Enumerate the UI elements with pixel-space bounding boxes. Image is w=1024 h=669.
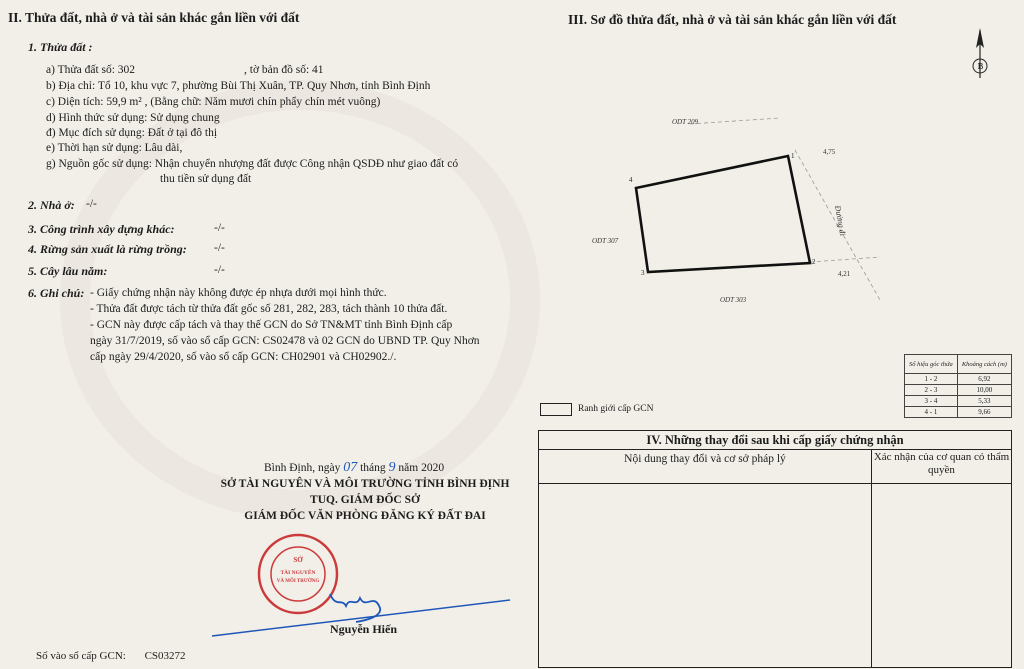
note-line: - GCN này được cấp tách và thay thế GCN do Sở TN&MT tỉnh Bình Định cấp: [90, 319, 453, 331]
date-prefix: Bình Định, ngày: [264, 462, 341, 474]
note-line: - Thửa đất được tách từ thửa đất gốc số 281, 282, 283, tách thành 10 thửa đất.: [90, 303, 448, 315]
neighbor-odt303: ODT 303: [720, 296, 747, 304]
svg-text:SỞ: SỞ: [293, 556, 303, 564]
forest-value: -/-: [214, 242, 225, 254]
corner-1: 1: [791, 152, 795, 160]
table-cell: 1 - 2: [905, 374, 958, 385]
registry-value: CS03272: [144, 650, 186, 662]
registry-label: Số vào sổ cấp GCN:: [36, 650, 126, 662]
divider: [871, 449, 872, 667]
corner-2: 2: [812, 258, 816, 266]
table-cell: 6,92: [957, 374, 1011, 385]
signature-stroke: [210, 590, 520, 650]
neighbor-odt209: ODT 209: [672, 118, 699, 126]
table-header: Khoảng cách (m): [957, 355, 1011, 374]
table-cell: 2 - 3: [905, 385, 958, 396]
table-header: Số hiệu góc thửa: [905, 355, 958, 374]
construction-label: 3. Công trình xây dựng khác:: [28, 222, 175, 236]
notes-label: 6. Ghi chú:: [28, 286, 85, 300]
legend-swatch: [540, 403, 572, 416]
north-arrow-icon: [962, 26, 998, 82]
table-row: [905, 385, 1012, 396]
map-sheet-number: , tờ bản đồ số: 41: [244, 64, 324, 76]
date-month-label: tháng: [360, 462, 386, 474]
corner-4: 4: [629, 176, 633, 184]
date-day: 07: [343, 460, 358, 475]
table-cell: 4 - 1: [905, 407, 958, 418]
house-label: 2. Nhà ở:: [28, 198, 75, 212]
section-2-title: II. Thửa đất, nhà ở và tài sản khác gắn liền với đất: [8, 10, 300, 25]
changes-col-confirm: Xác nhận của cơ quan có thẩm quyền: [873, 451, 1010, 476]
table-cell: 10,00: [957, 385, 1011, 396]
signer-name: Nguyễn Hiến: [330, 622, 398, 636]
address: b) Địa chỉ: Tổ 10, khu vực 7, phường Bùi Thị Xuân, TP. Quy Nhơn, tỉnh Bình Định: [46, 80, 431, 92]
forest-label: 4. Rừng sản xuất là rừng trồng:: [28, 242, 187, 256]
usage-origin-cont: thu tiền sử dụng đất: [160, 173, 252, 185]
road-label: Đường đi: [833, 204, 848, 237]
table-cell: 5,33: [957, 396, 1011, 407]
distance-table: [904, 354, 1012, 418]
table-cell: 9,66: [957, 407, 1011, 418]
authorization-line: TUQ. GIÁM ĐỐC SỞ: [310, 494, 420, 506]
width-top: 4,75: [823, 148, 836, 156]
section-4-title: IV. Những thay đổi sau khi cấp giấy chứng nhận: [646, 433, 904, 447]
land-heading: 1. Thửa đất :: [28, 40, 93, 54]
corner-3: 3: [641, 269, 645, 277]
section-3-title: III. Sơ đồ thửa đất, nhà ở và tài sản khác gắn liền với đất: [568, 12, 897, 27]
note-line: cấp ngày 29/4/2020, số vào sổ cấp GCN: CH02901 và CH02902./.: [90, 351, 397, 363]
svg-text:TÀI NGUYÊN: TÀI NGUYÊN: [280, 570, 316, 576]
changes-table: [538, 430, 1012, 668]
legend-label: Ranh giới cấp GCN: [578, 404, 654, 414]
signer-title: GIÁM ĐỐC VĂN PHÒNG ĐĂNG KÝ ĐẤT ĐAI: [244, 510, 486, 522]
table-row: [905, 374, 1012, 385]
registry-number: [36, 650, 186, 662]
table-cell: 3 - 4: [905, 396, 958, 407]
width-bottom: 4,21: [838, 270, 851, 278]
usage-purpose: đ) Mục đích sử dụng: Đất ở tại đô thị: [46, 127, 218, 139]
changes-col-content: Nội dung thay đổi và cơ sở pháp lý: [624, 453, 786, 465]
issuing-authority: SỞ TÀI NGUYÊN VÀ MÔI TRƯỜNG TỈNH BÌNH ĐỊNH: [220, 478, 510, 490]
perennial-value: -/-: [214, 264, 225, 276]
divider: [539, 483, 1011, 484]
table-row: [905, 407, 1012, 418]
table-row: [905, 396, 1012, 407]
date-year: năm 2020: [398, 462, 445, 474]
svg-text:B: B: [977, 62, 984, 71]
usage-form: d) Hình thức sử dụng: Sử dụng chung: [46, 112, 220, 124]
usage-origin: g) Nguồn gốc sử dụng: Nhận chuyển nhượng đất được Công nhận QSDĐ như giao đất có: [46, 158, 459, 170]
divider: [539, 449, 1011, 450]
parcel-sketch: [580, 110, 910, 310]
perennial-label: 5. Cây lâu năm:: [28, 264, 108, 278]
parcel-boundary: [636, 156, 810, 272]
house-value: -/-: [86, 198, 97, 210]
date-month: 9: [388, 460, 396, 475]
issue-date: [264, 460, 444, 476]
parcel-number: a) Thửa đất số: 302: [46, 64, 136, 76]
note-line: ngày 31/7/2019, số vào sổ cấp GCN: CS02478 và 02 GCN do UBND TP. Quy Nhơn: [90, 335, 480, 347]
note-line: - Giấy chứng nhận này không được ép nhựa dưới mọi hình thức.: [90, 287, 387, 299]
neighbor-odt307: ODT 307: [592, 237, 619, 245]
svg-text:VÀ MÔI TRƯỜNG: VÀ MÔI TRƯỜNG: [276, 579, 320, 584]
area: c) Diện tích: 59,9 m² , (Bằng chữ: Năm mươi chín phẩy chín mét vuông): [46, 96, 381, 108]
usage-term: e) Thời hạn sử dụng: Lâu dài,: [46, 142, 183, 154]
construction-value: -/-: [214, 222, 225, 234]
